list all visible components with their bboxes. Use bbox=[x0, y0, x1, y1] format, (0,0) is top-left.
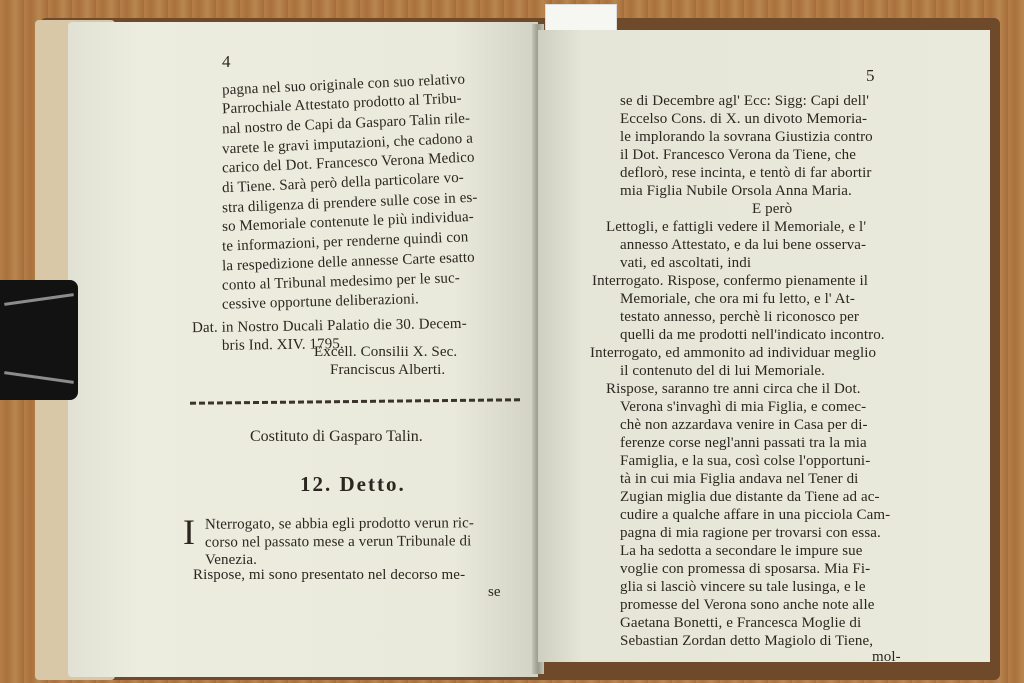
body-line: Famiglia, e la sua, così colse l'opportuni- bbox=[620, 453, 871, 469]
page-number-left: 4 bbox=[222, 52, 231, 71]
body-line: vati, ed ascoltati, indi bbox=[620, 255, 752, 271]
drop-cap: I bbox=[183, 512, 195, 552]
body-line: Parrochiale Attestato prodotto al Tribu- bbox=[221, 90, 463, 118]
date-line: bris Ind. XIV. 1795. bbox=[221, 336, 344, 354]
body-line: Interrogato. Rispose, confermo pienamente il bbox=[592, 273, 868, 289]
body-line: Interrogato, ed ammonito ad individuar meglio bbox=[590, 345, 877, 361]
signature-line: Franciscus Alberti. bbox=[330, 362, 446, 378]
body-line: Verona s'invaghì di mia Figlia, e comec- bbox=[620, 399, 867, 415]
body-line: Rispose, saranno tre anni circa che il Dot. bbox=[606, 381, 861, 397]
body-line: pagna nel suo originale con suo relativo bbox=[221, 71, 466, 99]
body-line: annesso Attestato, e da lui bene osserva- bbox=[620, 237, 867, 253]
body-line: Gaetana Bonetti, e Francesca Moglie di bbox=[620, 615, 862, 631]
body-line: La ha sedotta a secondare le impure sue bbox=[620, 543, 863, 559]
answer-line: Rispose, mi sono presentato nel decorso me- bbox=[193, 567, 466, 583]
body-line: Eccelso Cons. di X. un divoto Memoria- bbox=[620, 111, 868, 127]
section-title: Costituto di Gasparo Talin. bbox=[250, 428, 423, 445]
body-line: voglie con promessa di sposarsa. Mia Fi- bbox=[620, 561, 871, 577]
page-number-right: 5 bbox=[866, 66, 875, 85]
date-line: Dat. in Nostro Ducali Palatio die 30. Decem- bbox=[191, 315, 467, 337]
body-line: cudire a qualche affare in una picciola Cam- bbox=[620, 507, 891, 523]
body-line: Zugian miglia due distante da Tiene ad ac- bbox=[620, 489, 880, 505]
question-line: corso nel passato mese a verun Tribunale di bbox=[204, 533, 472, 551]
body-line: cessive opportune deliberazioni. bbox=[221, 291, 420, 313]
body-line: il Dot. Francesco Verona da Tiene, che bbox=[620, 147, 856, 163]
body-line: so Memoriale contenute le più individua- bbox=[221, 208, 475, 236]
body-line: Memoriale, che ora mi fu letto, e l' At- bbox=[620, 291, 855, 307]
body-line: se di Decembre agl' Ecc: Sigg: Capi dell' bbox=[620, 93, 870, 109]
body-line: varete le gravi imputazioni, che cadono a bbox=[221, 130, 474, 158]
body-line: Lettogli, e fattigli vedere il Memoriale, e l' bbox=[606, 219, 867, 235]
body-line: carico del Dot. Francesco Verona Medico bbox=[221, 149, 475, 177]
question-line: Venezia. bbox=[205, 552, 258, 568]
body-line: nal nostro de Capi da Gasparo Talin rile- bbox=[221, 110, 471, 138]
question-line: Nterrogato, se abbia egli prodotto verun ric- bbox=[204, 515, 475, 533]
body-line: stra diligenza di prendere sulle cose in es- bbox=[221, 189, 478, 217]
body-line: il contenuto del di lui Memoriale. bbox=[620, 363, 826, 379]
body-line: testato annesso, perchè li riconosco per bbox=[620, 309, 859, 325]
body-line: la respedizione delle annesse Carte esatto bbox=[221, 249, 476, 275]
body-line: te informazioni, per renderne quindi con bbox=[221, 229, 469, 255]
body-line: deflorò, rese incinta, e tentò di far abortir bbox=[620, 165, 872, 181]
body-line: di Tiene. Sarà però della particolare vo- bbox=[221, 169, 465, 197]
body-line: ferenze corse negl'anni passati tra la mia bbox=[620, 435, 867, 451]
body-line: mia Figlia Nubile Orsola Anna Maria. bbox=[620, 183, 852, 199]
body-line: le implorando la sovrana Giustizia contro bbox=[620, 129, 873, 145]
signature-line: Excell. Consilii X. Sec. bbox=[314, 344, 458, 360]
body-line: quelli da me prodotti nell'indicato incontro. bbox=[620, 327, 885, 343]
body-line: glia si lasciò vincere su tale lusinga, e le bbox=[620, 579, 866, 595]
catchword: se bbox=[488, 584, 501, 600]
body-line: E però bbox=[752, 201, 793, 217]
body-line: chè non azzardava venire in Casa per di- bbox=[620, 417, 868, 433]
binder-clip bbox=[0, 280, 78, 400]
catchword: mol- bbox=[872, 649, 901, 665]
section-subtitle: 12. Detto. bbox=[300, 472, 406, 496]
body-line: pagna di mia ragione per trovarsi con essa. bbox=[620, 525, 881, 541]
body-line: tà in cui mia Figlia andava nel Tener di bbox=[620, 471, 859, 487]
body-line: conto al Tribunal medesimo per le suc- bbox=[221, 270, 461, 294]
body-line: promesse del Verona sono anche note alle bbox=[620, 597, 875, 613]
body-line: Sebastian Zordan detto Magiolo di Tiene, bbox=[620, 633, 874, 649]
